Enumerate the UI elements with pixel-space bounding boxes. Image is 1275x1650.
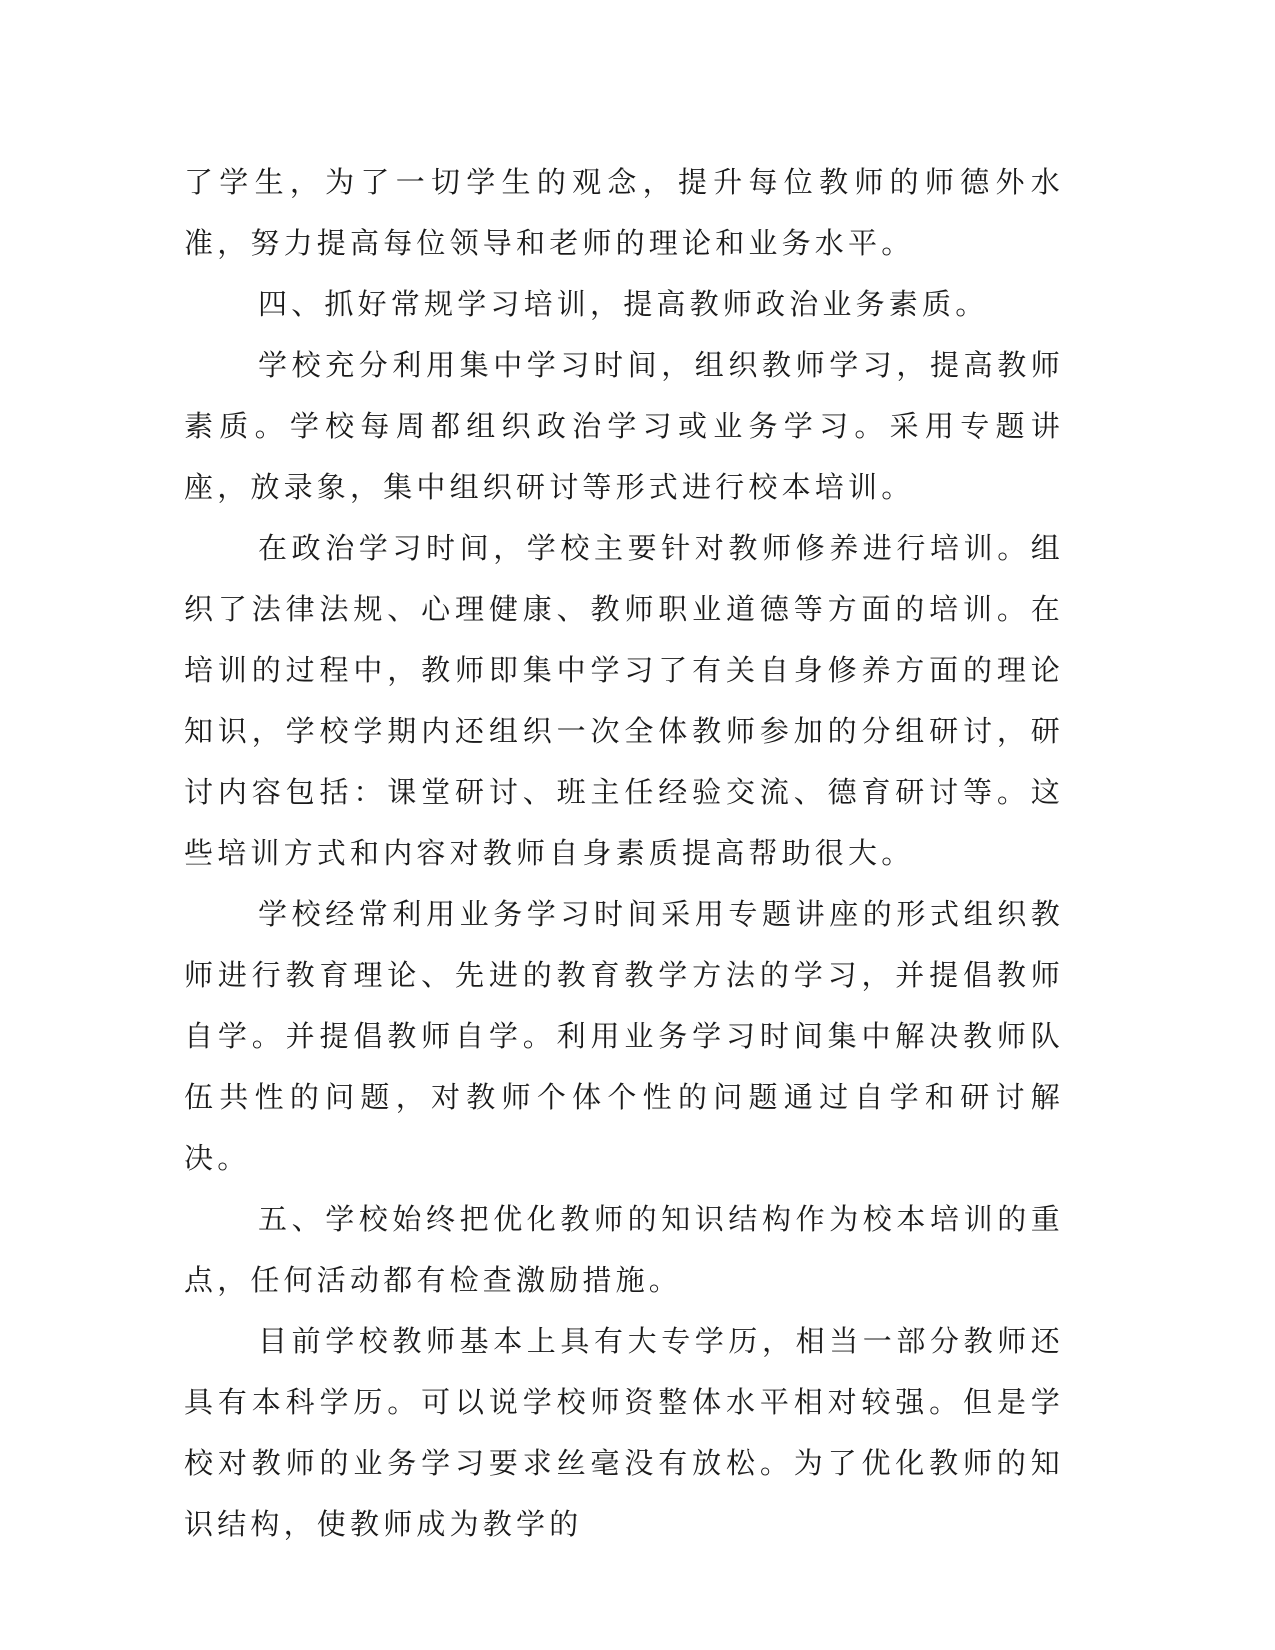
paragraph-business-study: 学校经常利用业务学习时间采用专题讲座的形式组织教师进行教育理论、先进的教育教学方法的学习，并提倡教师自学。并提倡教师自学。利用业务学习时间集中解决教师队伍共性的问题，对教师个体个性的问题通过自学和研讨解决。 [184, 897, 1064, 1175]
document-body [184, 152, 1064, 1555]
paragraph-collective-study: 学校充分利用集中学习时间，组织教师学习，提高教师素质。学校每周都组织政治学习或业务学习。采用专题讲座，放录象，集中组织研讨等形式进行校本培训。 [184, 348, 1064, 504]
section-heading-five: 五、学校始终把优化教师的知识结构作为校本培训的重点，任何活动都有检查激励措施。 [184, 1202, 1064, 1297]
paragraph-continuation: 了学生，为了一切学生的观念，提升每位教师的师德外水准，努力提高每位领导和老师的理论和业务水平。 [184, 165, 1064, 260]
section-heading-four: 四、抓好常规学习培训，提高教师政治业务素质。 [258, 287, 989, 321]
paragraph-teacher-qualifications: 目前学校教师基本上具有大专学历，相当一部分教师还具有本科学历。可以说学校师资整体水平相对较强。但是学校对教师的业务学习要求丝毫没有放松。为了优化教师的知识结构，使教师成为教学的 [184, 1324, 1064, 1541]
paragraph-political-study: 在政治学习时间，学校主要针对教师修养进行培训。组织了法律法规、心理健康、教师职业道德等方面的培训。在培训的过程中，教师即集中学习了有关自身修养方面的理论知识，学校学期内还组织一次全体教师参加的分组研讨，研讨内容包括：课堂研讨、班主任经验交流、德育研讨等。这些培训方式和内容对教师自身素质提高帮助很大。 [184, 531, 1064, 870]
